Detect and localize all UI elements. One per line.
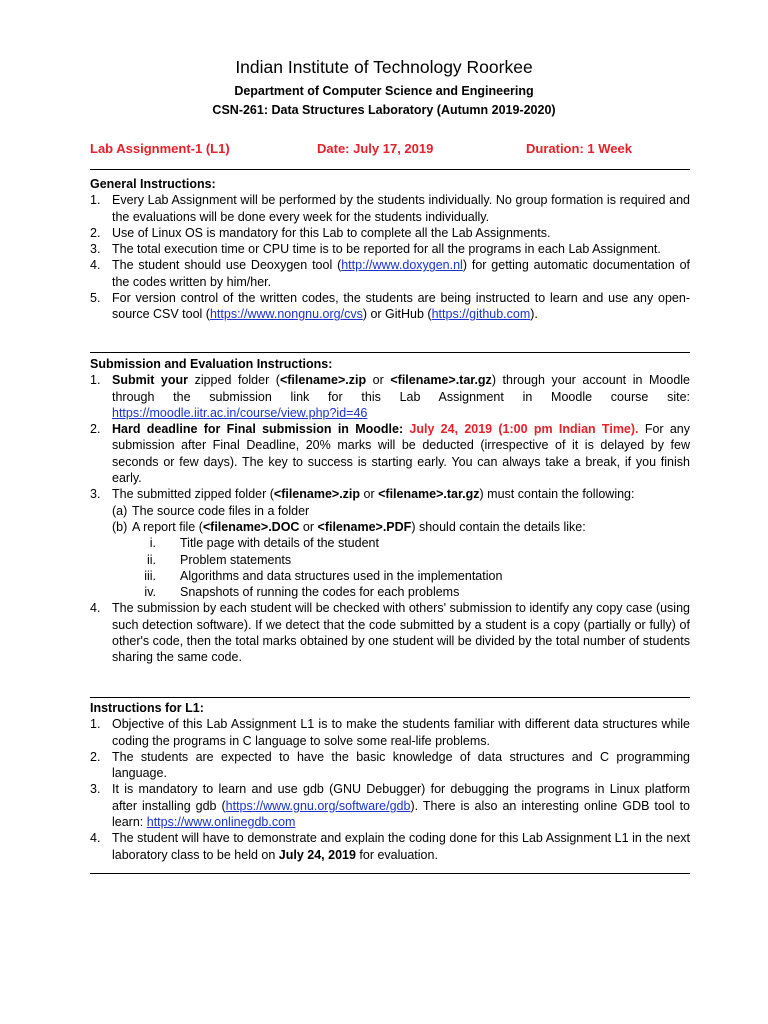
list-item: 4. The student will have to demonstrate and explain the coding done for this Lab Assignment L1 in the next laboratory class to be held on July 24, 2019 for evaluation. bbox=[90, 831, 690, 862]
list-item: 4. The student should use Deoxygen tool (http://www.doxygen.nl) for getting automatic documentation of the codes written by him/her. bbox=[90, 258, 690, 289]
list-item: 1. Submit your zipped folder (<filename>.zip or <filename>.tar.gz) through your account in Moodle through the submission link for this Lab Assignment in Moodle course site: https://moodle.iitr.ac.in/course/view.php?id=46 bbox=[90, 373, 691, 420]
divider bbox=[90, 873, 690, 874]
assignment-title: Lab Assignment-1 (L1) bbox=[90, 141, 230, 156]
submission-section bbox=[90, 356, 690, 666]
assignment-date: Date: July 17, 2019 bbox=[317, 141, 434, 156]
course-title: CSN-261: Data Structures Laboratory (Autumn 2019-2020) bbox=[212, 103, 556, 117]
moodle-link[interactable]: https://moodle.iitr.ac.in/course/view.php?id=46 bbox=[112, 405, 368, 420]
list-item: 5. For version control of the written codes, the students are being instructed to learn and use any open-source CSV tool (https://www.nongnu.org/cvs) or GitHub (https://github.com). bbox=[90, 291, 690, 322]
list-item: 2. Use of Linux OS is mandatory for this Lab to complete all the Lab Assignments. bbox=[90, 225, 551, 240]
sub-list-item: (a) The source code files in a folder bbox=[112, 503, 310, 518]
list-item: 2. Hard deadline for Final submission in Moodle: July 24, 2019 (1:00 pm Indian Time). For any submission after Final Deadline, 20% marks will be deducted (irrespective of it is delayed by few seconds or few days). The key to success is starting early. You can always take a break, if you finish early. bbox=[90, 422, 690, 486]
list-item: 3. The total execution time or CPU time is to be reported for all the programs in each Lab Assignment. bbox=[90, 242, 661, 257]
section-title: Submission and Evaluation Instructions: bbox=[90, 357, 333, 371]
deadline-text: July 24, 2019 (1:00 pm Indian Time). bbox=[409, 422, 639, 437]
onlinegdb-link[interactable]: https://www.onlinegdb.com bbox=[146, 815, 296, 830]
section-title: General Instructions: bbox=[90, 177, 216, 191]
list-item: 1. Every Lab Assignment will be performed by the students individually. No group formation is required and the evaluations will be done every week for the students individually. bbox=[90, 193, 690, 224]
divider bbox=[90, 169, 690, 170]
list-item: 3. It is mandatory to learn and use gdb (GNU Debugger) for debugging the programs in Linux platform after installing gdb (https://www.gnu.org/software/gdb). There is also an interesting online GDB tool to learn: https://www.onlinegdb.com bbox=[90, 782, 690, 830]
l1-instructions-section bbox=[90, 700, 690, 863]
github-link[interactable]: https://github.com bbox=[431, 307, 531, 322]
section-title: Instructions for L1: bbox=[90, 701, 204, 715]
assignment-duration: Duration: 1 Week bbox=[526, 141, 632, 156]
roman-list-item: iii. Algorithms and data structures used in the implementation bbox=[144, 568, 503, 583]
roman-list-item: i. Title page with details of the student bbox=[149, 536, 379, 551]
sub-list-item: (b) A report file (<filename>.DOC or <filename>.PDF) should contain the details like: bbox=[112, 519, 586, 534]
doxygen-link[interactable]: http://www.doxygen.nl bbox=[341, 258, 463, 273]
cvs-link[interactable]: https://www.nongnu.org/cvs bbox=[209, 307, 363, 322]
general-instructions-section bbox=[90, 176, 690, 323]
institute-title: Indian Institute of Technology Roorkee bbox=[235, 57, 533, 77]
list-item: 4. The submission by each student will be checked with others' submission to identify any copy case (using such detection software). If we detect that the code submitted by a student is a copy (partially or fully) of other's code, then the total marks obtained by one student will be divided by the total number of students sharing the same code. bbox=[90, 601, 690, 665]
roman-list-item: iv. Snapshots of running the codes for each problems bbox=[144, 585, 460, 600]
list-item: 3. The submitted zipped folder (<filename>.zip or <filename>.tar.gz) must contain the following: (a) The source code files in a folder (b) A report file (<filename>.DOC or <filename>.PDF) should contain the details like: i. Title page with details of the student ii. Problem statements iii. Algorithms and data structures used in the implementation iv. Snapshots of running the codes for each problems bbox=[90, 486, 690, 600]
divider bbox=[90, 352, 690, 353]
list-item: 1. Objective of this Lab Assignment L1 is to make the students familiar with different data structures while coding the programs in C language to solve some real-life problems. bbox=[90, 717, 690, 748]
list-item: 2. The students are expected to have the basic knowledge of data structures and C programming language. bbox=[90, 749, 690, 781]
department-name: Department of Computer Science and Engineering bbox=[234, 84, 534, 98]
gdb-link[interactable]: https://www.gnu.org/software/gdb bbox=[225, 798, 411, 813]
divider bbox=[90, 697, 690, 698]
roman-list-item: ii. Problem statements bbox=[146, 552, 292, 567]
